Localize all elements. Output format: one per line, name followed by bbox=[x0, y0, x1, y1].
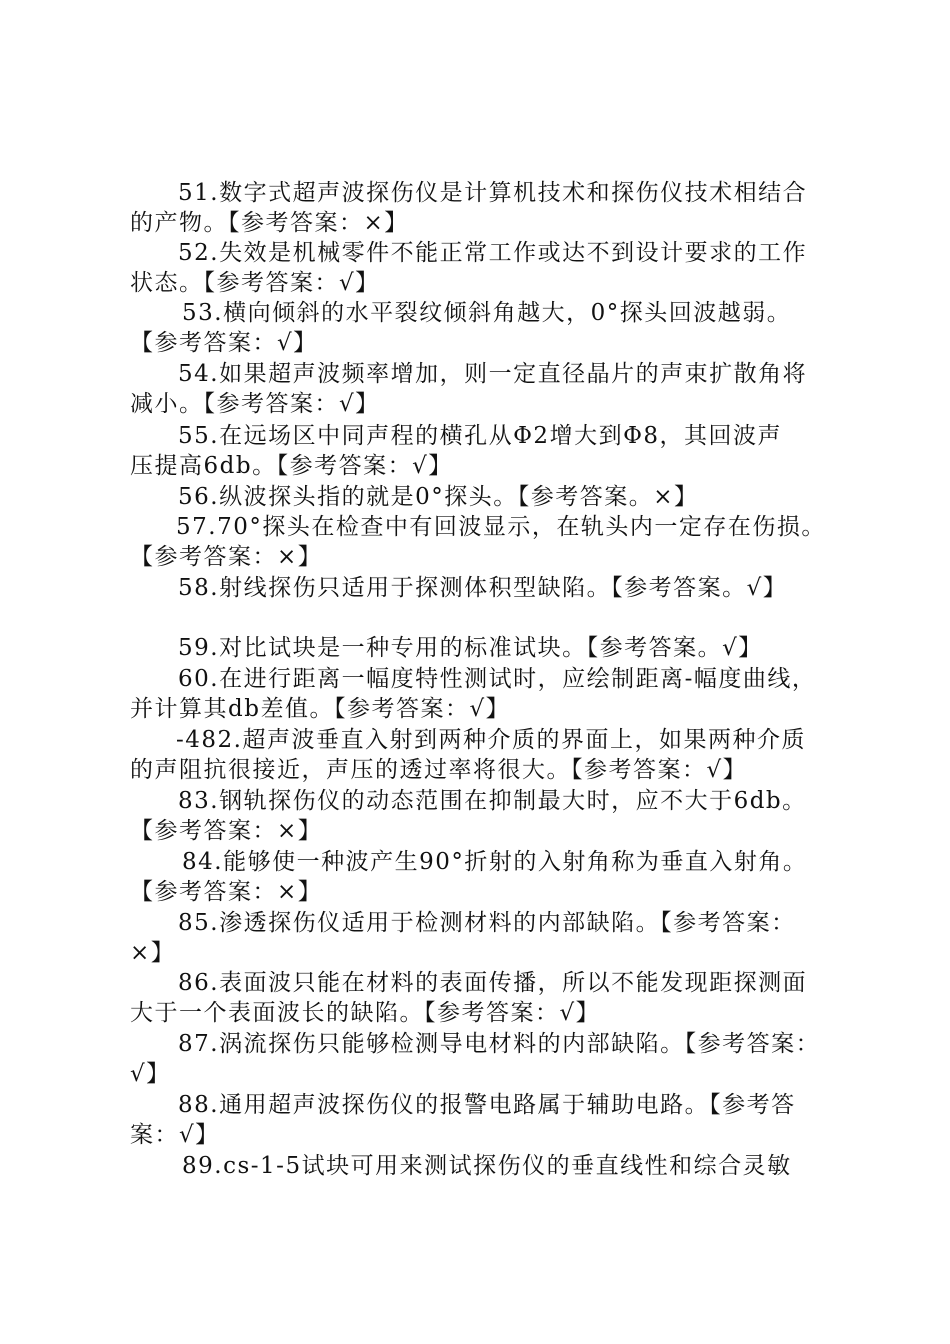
question-line: 57.70°探头在检查中有回波显示，在轨头内一定存在伤损。 bbox=[176, 514, 826, 540]
question-line: 89.cs-1-5试块可用来测试探伤仪的垂直线性和综合灵敏 bbox=[182, 1153, 792, 1179]
question-57 bbox=[130, 512, 842, 572]
question-line: 并计算其db差值。【参考答案：√】 bbox=[130, 696, 511, 722]
question-line: 52.失效是机械零件不能正常工作或达不到设计要求的工作 bbox=[178, 240, 808, 266]
question-85 bbox=[130, 908, 842, 968]
question-line: 54.如果超声波频率增加，则一定直径晶片的声束扩散角将 bbox=[178, 361, 808, 387]
question-88 bbox=[130, 1090, 842, 1150]
question-line: 的声阻抗很接近，声压的透过率将很大。【参考答案：√】 bbox=[130, 757, 748, 783]
question-line: 56.纵波探头指的就是0°探头。【参考答案。×】 bbox=[178, 484, 699, 510]
question-line: 59.对比试块是一种专用的标准试块。【参考答案。√】 bbox=[178, 635, 763, 661]
question-line: 大于一个表面波长的缺陷。【参考答案：√】 bbox=[130, 1000, 601, 1026]
question-60 bbox=[130, 664, 842, 724]
question-line: 60.在进行距离一幅度特性测试时，应绘制距离-幅度曲线， bbox=[178, 666, 817, 692]
question-51 bbox=[130, 178, 842, 238]
question-56 bbox=[130, 482, 842, 512]
question-line: 55.在远场区中同声程的横孔从Φ2增大到Φ8，其回波声 bbox=[178, 423, 783, 449]
question-line: 案：√】 bbox=[130, 1122, 220, 1148]
question-53 bbox=[130, 298, 842, 358]
question-line: 【参考答案：×】 bbox=[130, 544, 323, 570]
question-54 bbox=[130, 359, 842, 419]
question-87 bbox=[130, 1029, 842, 1089]
question-line: -482.超声波垂直入射到两种介质的界面上，如果两种介质 bbox=[176, 727, 806, 753]
question-line: 83.钢轨探伤仪的动态范围在抑制最大时，应不大于6db。 bbox=[178, 788, 807, 814]
question-line: 58.射线探伤只适用于探测体积型缺陷。【参考答案。√】 bbox=[178, 575, 788, 601]
question-59 bbox=[130, 633, 842, 663]
question-line: 53.横向倾斜的水平裂纹倾斜角越大，0°探头回波越弱。 bbox=[182, 300, 792, 326]
question-482 bbox=[130, 725, 842, 785]
question-line: 的产物。【参考答案：×】 bbox=[130, 210, 409, 236]
question-83 bbox=[130, 786, 842, 846]
question-line: ×】 bbox=[130, 940, 176, 966]
question-line: 压提高6db。【参考答案：√】 bbox=[130, 453, 453, 479]
question-line: √】 bbox=[130, 1061, 171, 1087]
question-line: 减小。【参考答案：√】 bbox=[130, 391, 380, 417]
question-84 bbox=[130, 847, 842, 907]
question-line: 88.通用超声波探伤仪的报警电路属于辅助电路。【参考答 bbox=[178, 1092, 796, 1118]
question-55 bbox=[130, 421, 842, 481]
question-line: 84.能够使一种波产生90°折射的入射角称为垂直入射角。 bbox=[182, 849, 808, 875]
question-line: 【参考答案：√】 bbox=[130, 330, 318, 356]
question-89 bbox=[130, 1151, 842, 1181]
question-58 bbox=[130, 573, 842, 603]
question-line: 85.渗透探伤仪适用于检测材料的内部缺陷。【参考答案： bbox=[178, 910, 796, 936]
question-line: 【参考答案：×】 bbox=[130, 879, 323, 905]
question-line: 【参考答案：×】 bbox=[130, 818, 323, 844]
question-line: 51.数字式超声波探伤仪是计算机技术和探伤仪技术相结合 bbox=[178, 180, 808, 206]
question-line: 状态。【参考答案：√】 bbox=[130, 270, 380, 296]
question-86 bbox=[130, 968, 842, 1028]
question-line: 86.表面波只能在材料的表面传播，所以不能发现距探测面 bbox=[178, 970, 808, 996]
question-52 bbox=[130, 238, 842, 298]
question-line: 87.涡流探伤只能够检测导电材料的内部缺陷。【参考答案： bbox=[178, 1031, 821, 1057]
